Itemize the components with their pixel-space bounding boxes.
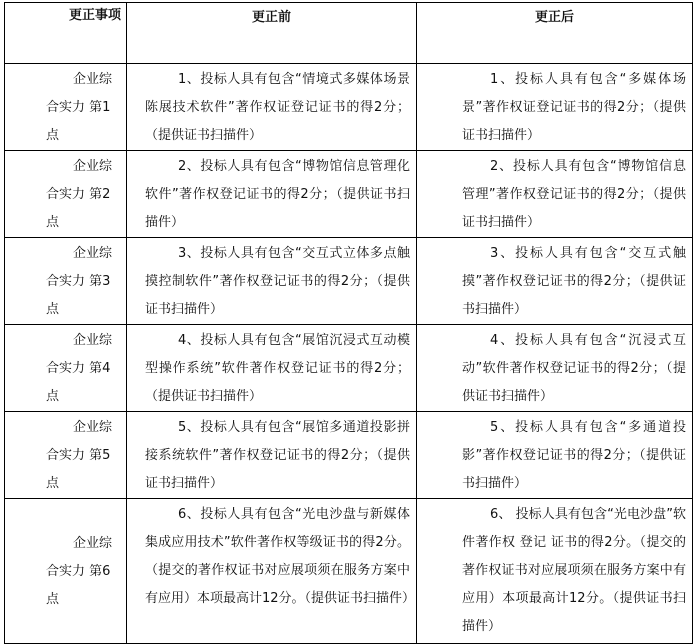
row-after-text: 2、投标人具有包含“博物馆信息管理”著作权登记证书的得2分；（提供证书扫描件）: [417, 151, 693, 238]
header-after: 更正后: [417, 3, 693, 64]
table-row: [5, 412, 693, 499]
row-after-text: 6、 投标人具有包含“光电沙盘”软件著作权 登记 证书的得2分。（提交的著作权证书对应展项须在服务方案中有应用）本项最高计12分。（提供证书扫描件）: [417, 499, 693, 644]
row-item-label: 企业综合实力 第4点: [5, 325, 127, 412]
row-before-text: 2、投标人具有包含“博物馆信息管理化软件”著作权登记证书的得2分；（提供证书扫描件）: [127, 151, 417, 238]
row-item-label: 企业综合实力 第6点: [5, 499, 127, 644]
row-item-label: 企业综合实力 第2点: [5, 151, 127, 238]
table-header-row: [5, 3, 693, 64]
table-row: [5, 499, 693, 644]
row-before-text: 4、投标人具有包含“展馆沉浸式互动模型操作系统”软件著作权登记证书的得2分；（提供证书扫描件）: [127, 325, 417, 412]
table-row: [5, 325, 693, 412]
row-before-text: 1、投标人具有包含“情境式多媒体场景陈展技术软件”著作权证登记证书的得2分；（提供证书扫描件）: [127, 64, 417, 151]
header-before: 更正前: [127, 3, 417, 64]
table-row: [5, 238, 693, 325]
row-after-text: 5、投标人具有包含“多通道投影”著作权登记证书的得2分；（提供证书扫描件）: [417, 412, 693, 499]
header-correction-item: 更正事项: [5, 3, 127, 64]
row-before-text: 6、投标人具有包含“光电沙盘与新媒体集成应用技术”软件著作权等级证书的得2分。（提交的著作权证书对应展项须在服务方案中有应用）本项最高计12分。（提供证书扫描件）: [127, 499, 417, 644]
row-before-text: 5、投标人具有包含“展馆多通道投影拼接系统软件”著作权登记证书的得2分；（提供证书扫描件）: [127, 412, 417, 499]
table-row: [5, 151, 693, 238]
row-item-label: 企业综合实力 第1点: [5, 64, 127, 151]
table-row: [5, 64, 693, 151]
row-after-text: 4、投标人具有包含“沉浸式互动”软件著作权登记证书的得2分；（提供证书扫描件）: [417, 325, 693, 412]
row-item-label: 企业综合实力 第5点: [5, 412, 127, 499]
row-after-text: 1、投标人具有包含“多媒体场景”著作权证登记证书的得2分；（提供证书扫描件）: [417, 64, 693, 151]
row-before-text: 3、投标人具有包含“交互式立体多点触摸控制软件”著作权登记证书的得2分；（提供证书扫描件）: [127, 238, 417, 325]
row-after-text: 3、投标人具有包含“交互式触摸”著作权登记证书的得2分；（提供证书扫描件）: [417, 238, 693, 325]
row-item-label: 企业综合实力 第3点: [5, 238, 127, 325]
correction-table: [4, 2, 693, 644]
